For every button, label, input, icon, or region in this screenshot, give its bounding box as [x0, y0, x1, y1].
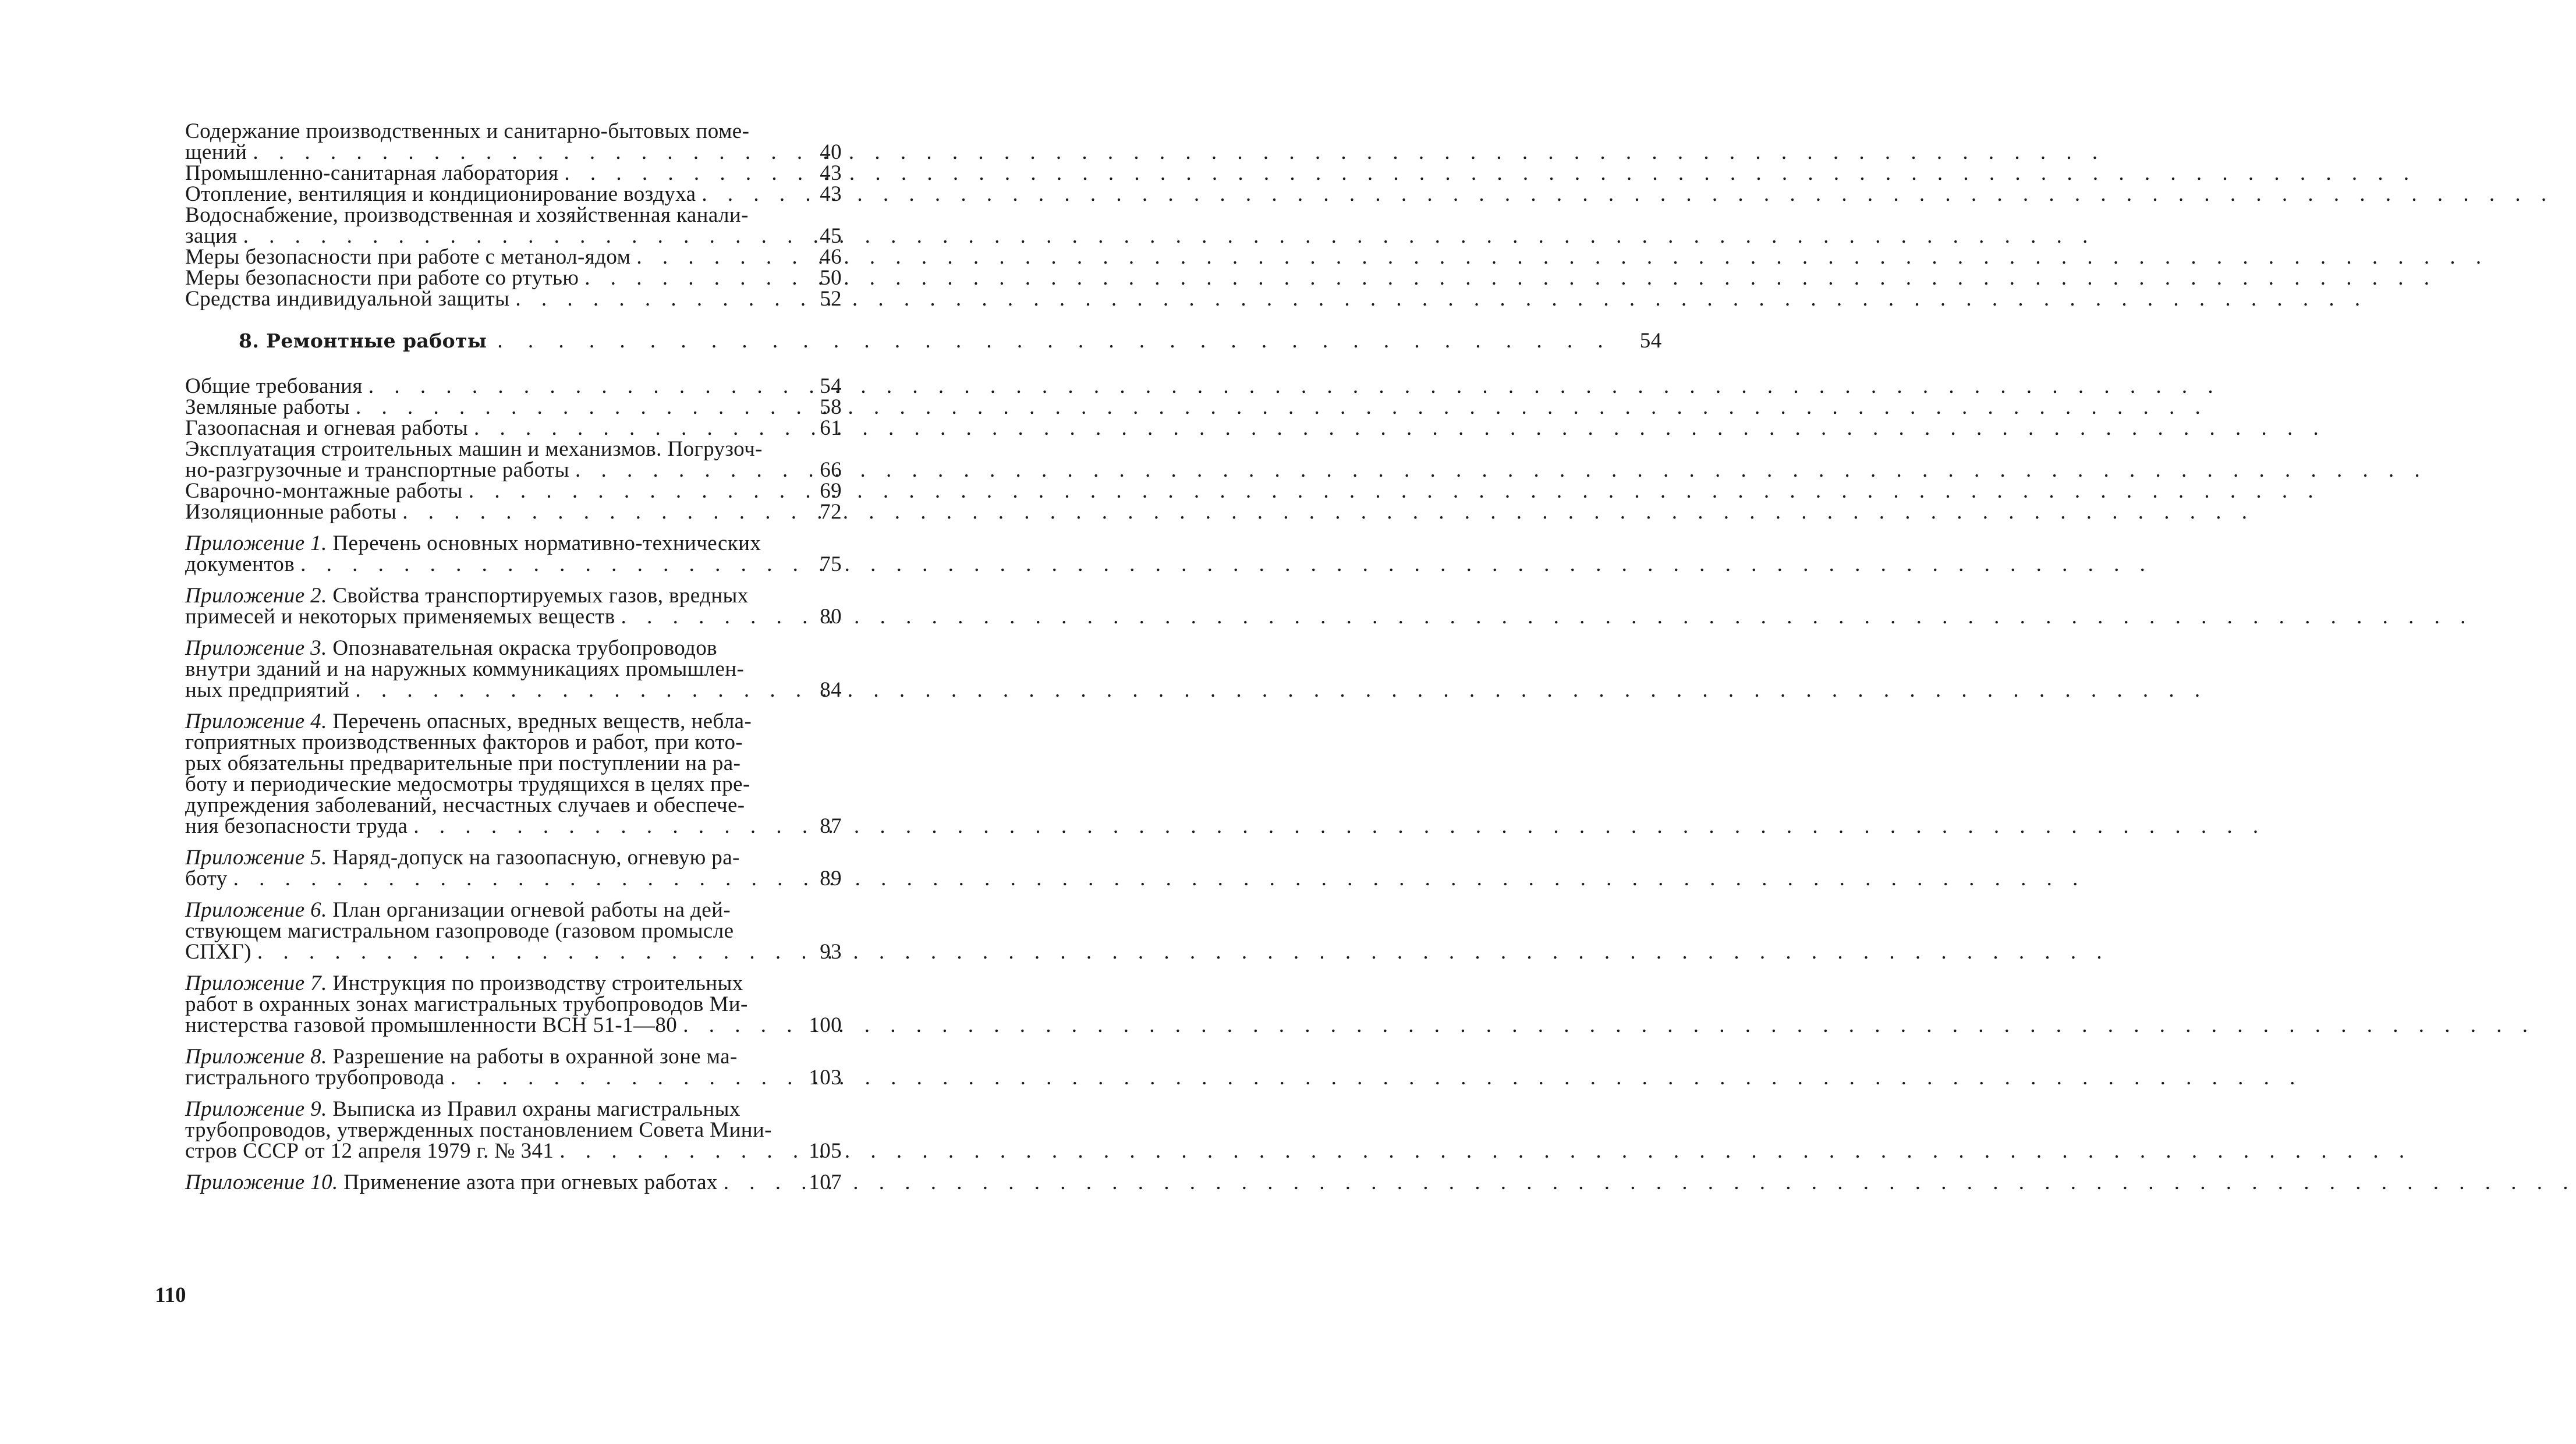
entry-title-line: Общие требования: [185, 374, 363, 398]
entry-page-number: 45: [820, 224, 842, 248]
appendix-label: Приложение 9.: [185, 1097, 327, 1121]
appendix-label: Приложение 3.: [185, 636, 327, 660]
toc-entry: [185, 418, 842, 439]
entry-title-line: Выписка из Правил охраны магистральных: [327, 1097, 740, 1121]
entry-page-number: 103: [809, 1066, 842, 1090]
entry-title-line: Перечень опасных, вредных веществ, небла-: [327, 709, 752, 733]
appendix-label: Приложение 4.: [185, 709, 327, 733]
entry-title-line: Изоляционные работы: [185, 500, 397, 524]
dot-leader: [630, 247, 2489, 268]
entry-title-line: Перечень основных нормативно-технических: [327, 531, 761, 555]
entry-title-line: Сварочно-монтажные работы: [185, 479, 463, 503]
toc-entry: [185, 439, 842, 481]
entry-title-line: ния безопасности труда: [185, 814, 408, 838]
entry-page-number: 61: [820, 416, 842, 440]
dot-leader: [463, 481, 2321, 502]
dot-leader: [408, 816, 2266, 837]
toc-appendix-entry: [185, 900, 842, 963]
appendix-label: Приложение 5.: [185, 846, 327, 870]
entry-page-number: 80: [820, 605, 842, 629]
dot-leader: [247, 142, 2105, 163]
dot-leader: [569, 460, 2428, 481]
dot-leader: [468, 418, 2326, 439]
toc-group-repair: [185, 376, 842, 523]
dot-leader: [350, 397, 2208, 418]
toc-appendix-entry: [185, 711, 842, 837]
section-title: 8. Ремонтные работы: [239, 329, 487, 352]
toc-appendix-entry: [185, 533, 842, 575]
toc-entry: [185, 397, 842, 418]
entry-title-line: документов: [185, 552, 295, 576]
entry-title-line: боту и периодические медосмотры трудящихся в целях пре-: [185, 772, 750, 796]
toc-entry: [185, 247, 842, 268]
entry-title-line: щений: [185, 140, 247, 164]
entry-title-line: Газоопасная и огневая работы: [185, 416, 469, 440]
toc-entry: [185, 121, 842, 163]
toc-appendix-entry: [185, 847, 842, 889]
dot-leader: [295, 554, 2153, 575]
entry-page-number: 43: [820, 161, 842, 185]
entry-page-number: 89: [820, 867, 842, 890]
appendix-label: Приложение 2.: [185, 584, 327, 608]
entry-title-line: внутри зданий и на наружных коммуникациях промышлен-: [185, 657, 745, 681]
entry-page-number: 72: [820, 500, 842, 524]
toc-entry: [185, 502, 842, 523]
toc-entry: [185, 289, 842, 310]
page-number: 110: [155, 1283, 186, 1307]
entry-page-number: 46: [820, 245, 842, 269]
entry-title-line: Промышленно-санитарная лаборатория: [185, 161, 559, 185]
entry-title-line: гистрального трубопровода: [185, 1066, 445, 1090]
entry-page-number: 93: [820, 940, 842, 964]
entry-page-number: 58: [820, 395, 842, 419]
entry-page-number: 105: [809, 1139, 842, 1163]
dot-leader: [445, 1067, 2303, 1088]
entry-title-line: Отопление, вентиляция и кондиционирование воздуха: [185, 182, 696, 206]
entry-title-line: дупреждения заболеваний, несчастных случаев и обеспече-: [185, 793, 745, 817]
entry-title-line: стров СССР от 12 апреля 1979 г. № 341: [185, 1139, 554, 1163]
entry-title-line: Применение азота при огневых работах: [338, 1170, 718, 1194]
table-of-contents: [185, 119, 1662, 1194]
appendix-label: Приложение 10.: [185, 1170, 338, 1194]
entry-page-number: 43: [820, 182, 842, 206]
entry-page-number: 84: [820, 678, 842, 702]
appendix-label: Приложение 7.: [185, 971, 327, 995]
toc-group-hygiene: [185, 121, 842, 310]
dot-leader: [349, 680, 2208, 701]
dot-leader: [718, 1172, 2576, 1193]
entry-title-line: зация: [185, 224, 238, 248]
section-page-number: 54: [1639, 329, 1662, 353]
entry-title-line: трубопроводов, утвержденных постановлением Совета Мини-: [185, 1118, 772, 1142]
dot-leader: [228, 868, 2086, 889]
dot-leader: [509, 289, 2368, 310]
entry-page-number: 50: [820, 266, 842, 290]
entry-page-number: 69: [820, 479, 842, 503]
dot-leader: [238, 226, 2096, 247]
entry-title-line: СПХГ): [185, 940, 251, 964]
entry-title-line: работ в охранных зонах магистральных трубопроводов Ми-: [185, 992, 748, 1016]
entry-title-line: Инструкция по производству строительных: [327, 971, 743, 995]
entry-title-line: нистерства газовой промышленности ВСН 51-1—80: [185, 1013, 678, 1037]
entry-title-line: Земляные работы: [185, 395, 350, 419]
entry-title-line: Наряд-допуск на газоопасную, огневую ра-: [327, 846, 740, 870]
toc-entry: [185, 268, 842, 289]
toc-entry: [185, 205, 842, 247]
toc-entry: [185, 481, 842, 502]
toc-entry: [185, 376, 842, 397]
dot-leader: [396, 502, 2255, 523]
entry-title-line: ствующем магистральном газопроводе (газовом промысле: [185, 919, 734, 943]
entry-page-number: 54: [820, 374, 842, 398]
dot-leader: [487, 331, 1613, 352]
entry-page-number: 52: [820, 287, 842, 311]
toc-section-heading: [185, 329, 1662, 353]
dot-leader: [677, 1015, 2535, 1036]
toc-appendix-entry: [185, 973, 842, 1036]
dot-leader: [363, 376, 2221, 397]
entry-page-number: 107: [809, 1170, 842, 1194]
entry-title-line: рых обязательны предварительные при поступлении на ра-: [185, 751, 741, 775]
entry-title-line: Опознавательная окраска трубопроводов: [327, 636, 718, 660]
dot-leader: [615, 606, 2474, 627]
toc-appendix-entry: [185, 586, 842, 627]
toc-appendix-entry: [185, 1046, 842, 1088]
dot-leader: [696, 184, 2554, 205]
toc-appendix-entry: [185, 638, 842, 701]
entry-title-line: примесей и некоторых применяемых веществ: [185, 605, 615, 629]
entry-title-line: Средства индивидуальной защиты: [185, 287, 510, 311]
dot-leader: [251, 942, 2110, 963]
toc-entry: [185, 163, 842, 184]
entry-title-line: ных предприятий: [185, 678, 350, 702]
dot-leader: [579, 268, 2437, 289]
entry-title-line: боту: [185, 867, 228, 890]
entry-title-line: Содержание производственных и санитарно-бытовых поме-: [185, 119, 750, 143]
entry-page-number: 66: [820, 458, 842, 482]
entry-title-line: Меры безопасности при работе со ртутью: [185, 266, 579, 290]
toc-appendix-entry: [185, 1172, 842, 1193]
entry-page-number: 40: [820, 140, 842, 164]
entry-title-line: гоприятных производственных факторов и работ, при кото-: [185, 730, 743, 754]
entry-title-line: Разрешение на работы в охранной зоне ма-: [327, 1045, 738, 1069]
entry-page-number: 100: [809, 1013, 842, 1037]
appendix-label: Приложение 8.: [185, 1045, 327, 1069]
entry-title-line: Свойства транспортируемых газов, вредных: [327, 584, 749, 608]
toc-appendix-entry: [185, 1099, 842, 1162]
toc-group-appendices: [185, 533, 842, 1193]
appendix-label: Приложение 6.: [185, 898, 327, 922]
entry-title-line: Меры безопасности при работе с метанол-ядом: [185, 245, 631, 269]
entry-title-line: План организации огневой работы на дей-: [327, 898, 731, 922]
entry-page-number: 87: [820, 814, 842, 838]
entry-page-number: 75: [820, 552, 842, 576]
entry-title-line: Эксплуатация строительных машин и механизмов. Погрузоч-: [185, 437, 763, 461]
appendix-label: Приложение 1.: [185, 531, 327, 555]
toc-entry: [185, 184, 842, 205]
entry-title-line: Водоснабжение, производственная и хозяйственная канали-: [185, 203, 749, 227]
entry-title-line: но-разгрузочные и транспортные работы: [185, 458, 569, 482]
